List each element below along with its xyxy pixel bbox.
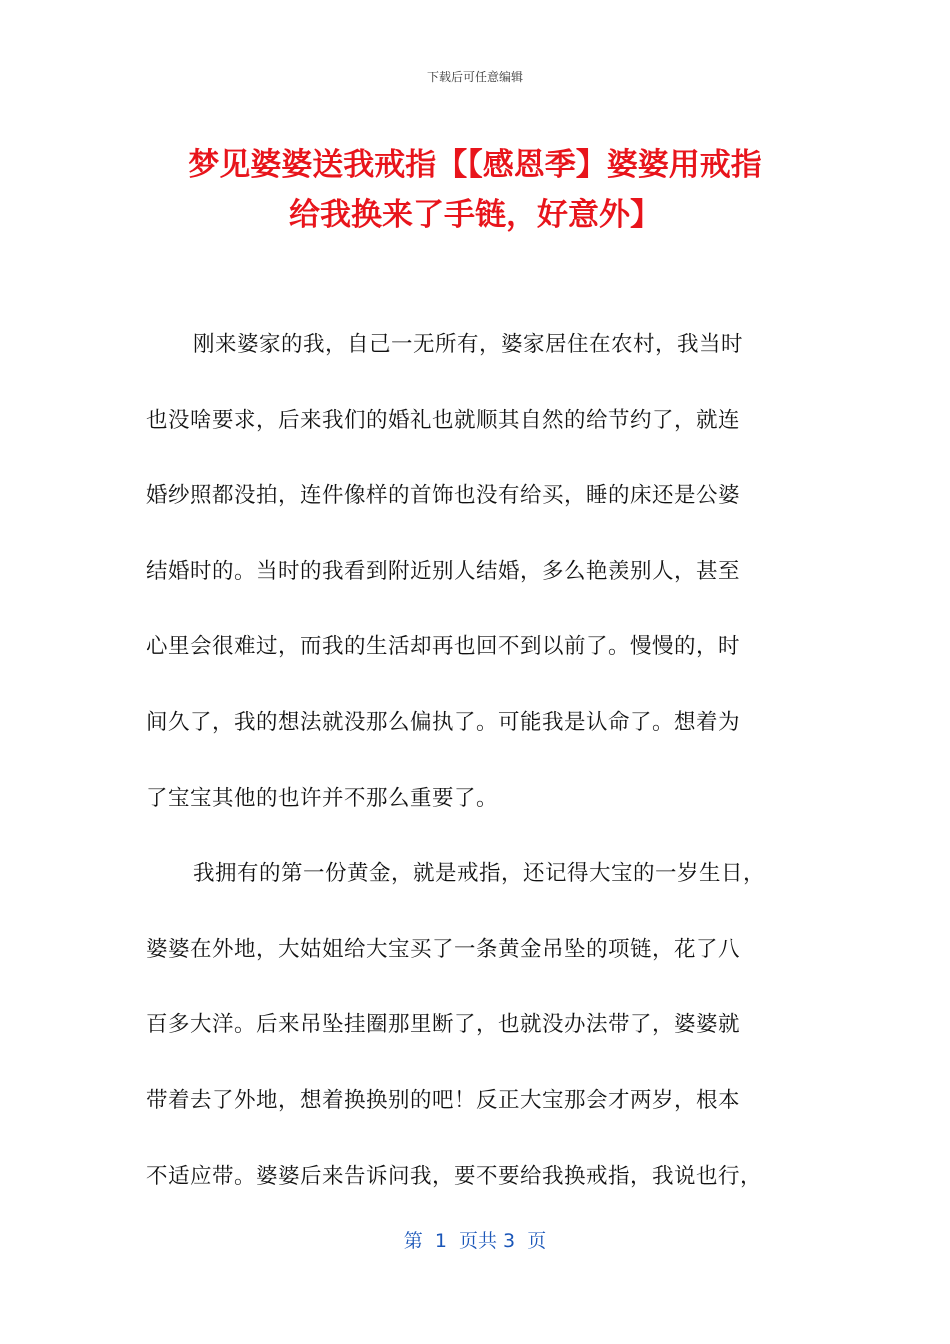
paragraph-2-line-3: 百多大洋。后来吊坠挂圈那里断了，也就没办法带了，婆婆就	[146, 1012, 741, 1038]
paragraph-1-line-7: 了宝宝其他的也许并不那么重要了。	[146, 785, 499, 811]
document-title	[130, 140, 820, 240]
paragraph-2-line-2: 婆婆在外地，大姑姐给大宝买了一条黄金吊坠的项链，花了八	[146, 936, 741, 962]
title-line-1: 梦见婆婆送我戒指【【感恩季】婆婆用戒指	[188, 147, 762, 183]
paragraph-2-line-1: 我拥有的第一份黄金，就是戒指，还记得大宝的一岁生日，	[193, 861, 766, 887]
paragraph-1-line-5: 心里会很难过，而我的生活却再也回不到以前了。慢慢的，时	[146, 634, 741, 660]
paragraph-1-line-3: 婚纱照都没拍，连件像样的首饰也没有给买，睡的床还是公婆	[146, 483, 741, 509]
paragraph-1-line-4: 结婚时的。当时的我看到附近别人结婚，多么艳羡别人，甚至	[146, 558, 741, 584]
paragraph-2-line-4: 带着去了外地，想着换换别的吧！反正大宝那会才两岁，根本	[146, 1087, 741, 1113]
paragraph-2-line-5: 不适应带。婆婆后来告诉问我，要不要给我换戒指，我说也行，	[146, 1163, 763, 1189]
paragraph-1-line-1: 刚来婆家的我，自己一无所有，婆家居住在农村，我当时	[193, 332, 744, 357]
page-number-footer: 第 1 页共 3 页	[403, 1230, 547, 1252]
paragraph-1-line-2: 也没啥要求，后来我们的婚礼也就顺其自然的给节约了，就连	[146, 407, 741, 433]
document-body	[146, 322, 810, 1229]
title-line-2: 给我换来了手链，好意外】	[289, 197, 661, 233]
paragraph-1-line-6: 间久了，我的想法就没那么偏执了。可能我是认命了。想着为	[146, 709, 741, 735]
header-note: 下载后可任意编辑	[426, 70, 523, 84]
